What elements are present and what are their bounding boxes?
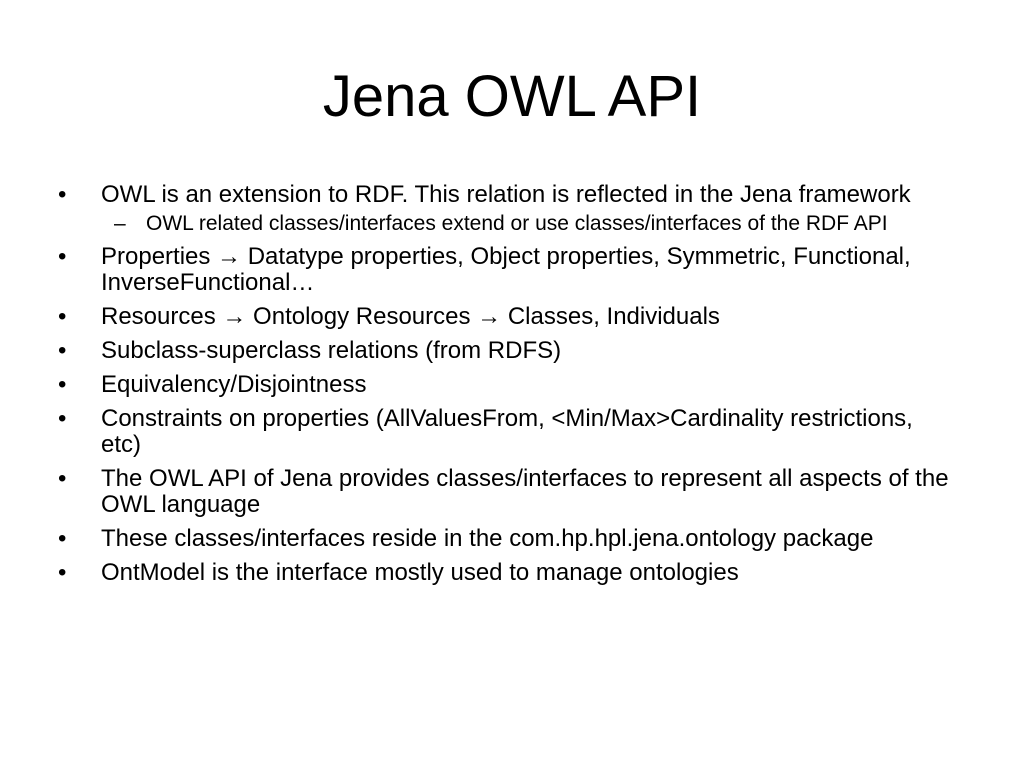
bullet-item	[56, 338, 956, 364]
bullet-dot-icon: •	[58, 181, 67, 208]
bullet-text: The OWL API of Jena provides classes/interfaces to represent all aspects of the OWL language	[101, 465, 949, 518]
bullet-item	[56, 372, 956, 398]
bullet-item	[56, 466, 956, 518]
sub-bullet-text: OWL related classes/interfaces extend or use classes/interfaces of the RDF API	[146, 212, 888, 235]
sub-bullet-item	[56, 212, 956, 236]
bullet-item	[56, 304, 956, 330]
bullet-text: These classes/interfaces reside in the com.hp.hpl.jena.ontology package	[101, 525, 874, 552]
bullet-dot-icon: •	[58, 559, 67, 586]
bullet-item	[56, 526, 956, 552]
bullet-text: Constraints on properties (AllValuesFrom, <Min/Max>Cardinality restrictions, etc)	[101, 405, 913, 458]
bullet-dot-icon: •	[58, 243, 67, 270]
bullet-item	[56, 560, 956, 586]
bullet-dot-icon: •	[58, 371, 67, 398]
bullet-text: Subclass-superclass relations (from RDFS)	[101, 337, 562, 364]
bullet-dot-icon: •	[58, 525, 67, 552]
bullet-text: OntModel is the interface mostly used to manage ontologies	[101, 559, 739, 586]
bullet-text: Equivalency/Disjointness	[101, 371, 367, 398]
bullet-dot-icon: •	[58, 465, 67, 492]
bullet-dot-icon: •	[58, 405, 67, 432]
bullet-item	[56, 244, 956, 296]
bullet-list	[56, 182, 956, 594]
bullet-dot-icon: •	[58, 303, 67, 330]
sub-bullet-dash-icon: –	[114, 212, 126, 235]
slide-title: Jena OWL API	[322, 64, 702, 129]
bullet-item	[56, 182, 956, 208]
bullet-text: Properties → Datatype properties, Object properties, Symmetric, Functional, InverseFunctional…	[101, 243, 911, 296]
bullet-dot-icon: •	[58, 337, 67, 364]
bullet-text: Resources → Ontology Resources → Classes, Individuals	[101, 303, 720, 330]
bullet-item	[56, 406, 956, 458]
bullet-text: OWL is an extension to RDF. This relation is reflected in the Jena framework	[101, 181, 911, 208]
